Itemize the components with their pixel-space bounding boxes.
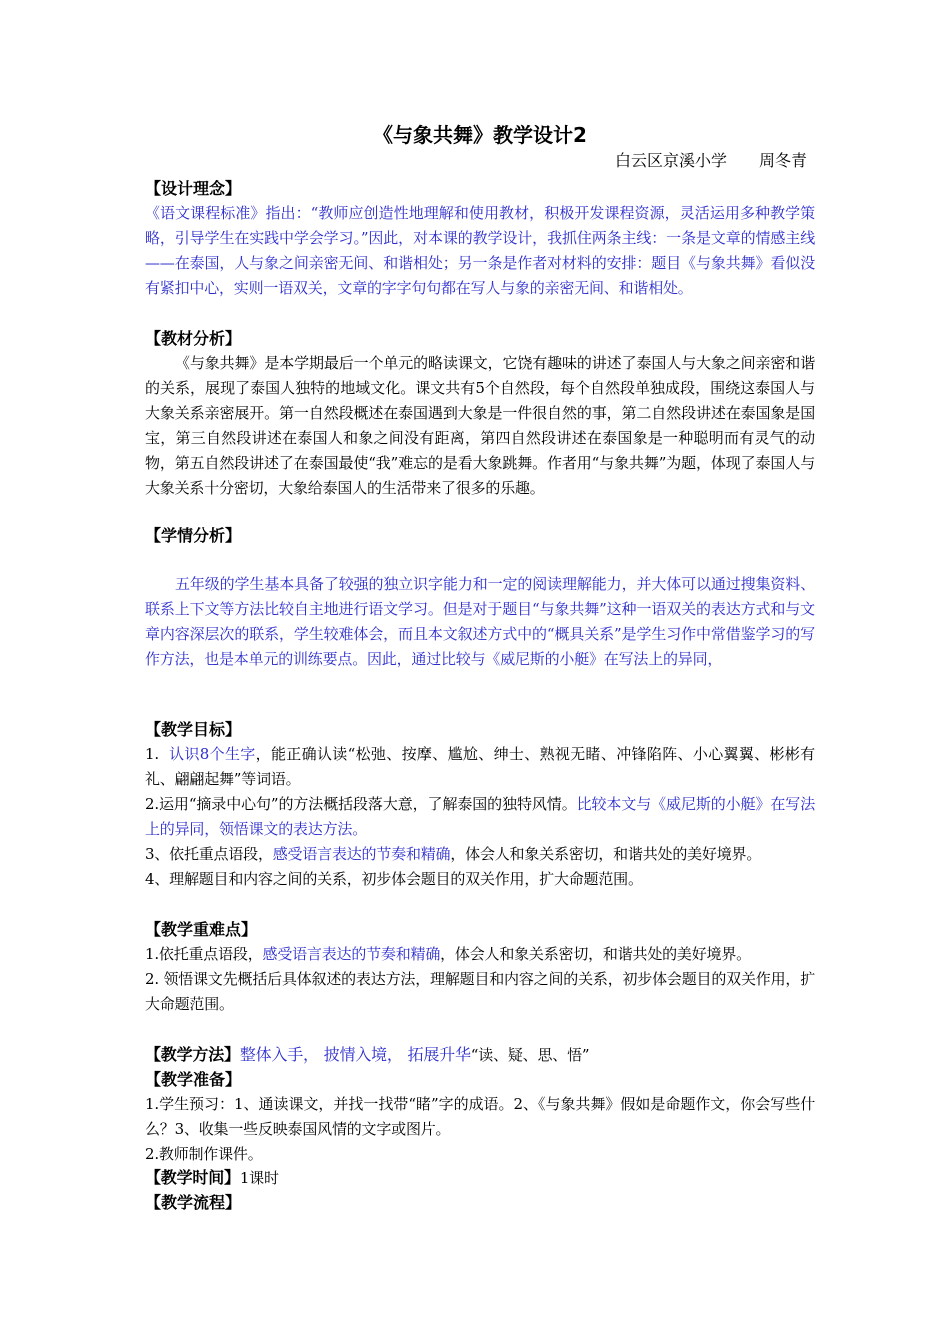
teaching-flow-section [145, 1190, 815, 1215]
teaching-time-section [145, 1165, 815, 1191]
goal-1-highlight: 认识8个生字 [169, 745, 256, 763]
goal-2 [145, 792, 815, 842]
student-analysis-heading: 【学情分析】 [145, 526, 242, 545]
key-point-1 [145, 942, 815, 967]
key-point-2: 2. 领悟课文先概括后具体叙述的表达方法，理解题目和内容之间的关系，初步体会题目的双关作用，扩大命题范围。 [145, 970, 815, 1013]
goal-3-rest: ，体会人和象关系密切，和谐共处的美好境界。 [450, 845, 762, 863]
teaching-time-line [145, 1165, 815, 1191]
teaching-time-heading: 【教学时间】 [145, 1168, 240, 1187]
student-analysis-section [145, 523, 815, 672]
goal-3 [145, 842, 815, 867]
teaching-flow-heading: 【教学流程】 [145, 1193, 242, 1212]
design-idea-section [145, 176, 815, 301]
goal-2-highlight: 比较本文与《威尼斯的小艇》在写法上的异同，领悟课文的表达方法。 [145, 795, 815, 838]
student-analysis-text: 五年级的学生基本具备了较强的独立识字能力和一定的阅读理解能力，并大体可以通过搜集资料、联系上下文等方法比较自主地进行语文学习。但是对于题目“与象共舞”这种一语双关的表达方式和与文章内容深层次的联系，学生较难体会，而且本文叙述方式中的“概具关系”是学生习作中常借鉴学习的写作方法，也是本单元的训练要点。因此，通过比较与《威尼斯的小艇》在写法上的异同， [145, 575, 815, 668]
teaching-goals-section [145, 717, 815, 892]
material-analysis-heading: 【教材分析】 [145, 329, 242, 348]
goal-1 [145, 742, 815, 792]
material-analysis-section [145, 326, 815, 501]
material-analysis-text: 《与象共舞》是本学期最后一个单元的略读课文，它饶有趣味的讲述了泰国人与大象之间亲密和谐的关系，展现了泰国人独特的地域文化。课文共有5个自然段，每个自然段单独成段，围绕这泰国人与大象关系亲密展开。第一自然段概述在泰国遇到大象是一件很自然的事，第二自然段讲述在泰国象是国宝，第三自然段讲述在泰国人和象之间没有距离，第四自然段讲述在泰国象是一种聪明而有灵气的动物，第五自然段讲述了在泰国最使“我”难忘的是看大象跳舞。作者用“与象共舞”为题，体现了泰国人与大象关系十分密切，大象给泰国人的生活带来了很多的乐趣。 [145, 354, 815, 497]
key-point-1-highlight: 感受语言表达的节奏和精确 [262, 945, 441, 963]
goal-1-rest: ，能正确认读“松弛、按摩、尴尬、绅士、熟视无睹、冲锋陷阵、小心翼翼、彬彬有礼、翩翩起舞”等词语。 [145, 745, 815, 788]
document-title: 《与象共舞》教学设计2 [373, 123, 587, 147]
teaching-prep-item-1: 1.学生预习：1、通读课文，并找一找带“睹”字的成语。2、《与象共舞》假如是命题作文，你会写些什么？3、收集一些反映泰国风情的文字或图片。 [145, 1095, 815, 1138]
teaching-method-section [145, 1042, 815, 1068]
key-point-1-rest: ，体会人和象关系密切，和谐共处的美好境界。 [440, 945, 751, 963]
goal-4: 4、理解题目和内容之间的关系，初步体会题目的双关作用，扩大命题范围。 [145, 870, 643, 888]
teaching-time-value: 1课时 [239, 1169, 279, 1187]
key-points-section [145, 917, 815, 1017]
key-points-heading: 【教学重难点】 [145, 920, 258, 939]
teaching-prep-item-2: 2.教师制作课件。 [145, 1145, 263, 1163]
key-point-1-prefix: 1.依托重点语段， [145, 945, 263, 963]
goal-1-number: 1. [145, 745, 170, 763]
goal-3-highlight: 感受语言表达的节奏和精确 [272, 845, 451, 863]
teaching-method-highlight: 整体入手， 披情入境， 拓展升华 [239, 1045, 471, 1064]
teaching-goals-heading: 【教学目标】 [145, 720, 242, 739]
goal-3-prefix: 3、依托重点语段， [145, 845, 273, 863]
author-line: 白云区京溪小学 周冬青 [614, 151, 807, 170]
teaching-method-heading: 【教学方法】 [145, 1045, 240, 1064]
design-idea-heading: 【设计理念】 [145, 179, 242, 198]
design-idea-text: 《语文课程标准》指出：“教师应创造性地理解和使用教材，积极开发课程资源，灵活运用多种教学策略，引导学生在实践中学会学习。”因此，对本课的教学设计，我抓住两条主线：一条是文章的情感主线——在泰国，人与象之间亲密无间、和谐相处；另一条是作者对材料的安排：题目《与象共舞》看似没有紧扣中心，实则一语双关，文章的字字句句都在写人与象的亲密无间、和谐相处。 [145, 204, 815, 297]
goal-2-text: 2.运用“摘录中心句”的方法概括段落大意，了解泰国的独特风情。 [145, 795, 577, 813]
teaching-prep-section [145, 1067, 815, 1167]
teaching-prep-heading: 【教学准备】 [145, 1070, 242, 1089]
teaching-method-rest: “读、疑、思、悟” [470, 1046, 590, 1064]
teaching-method-line [145, 1042, 815, 1068]
